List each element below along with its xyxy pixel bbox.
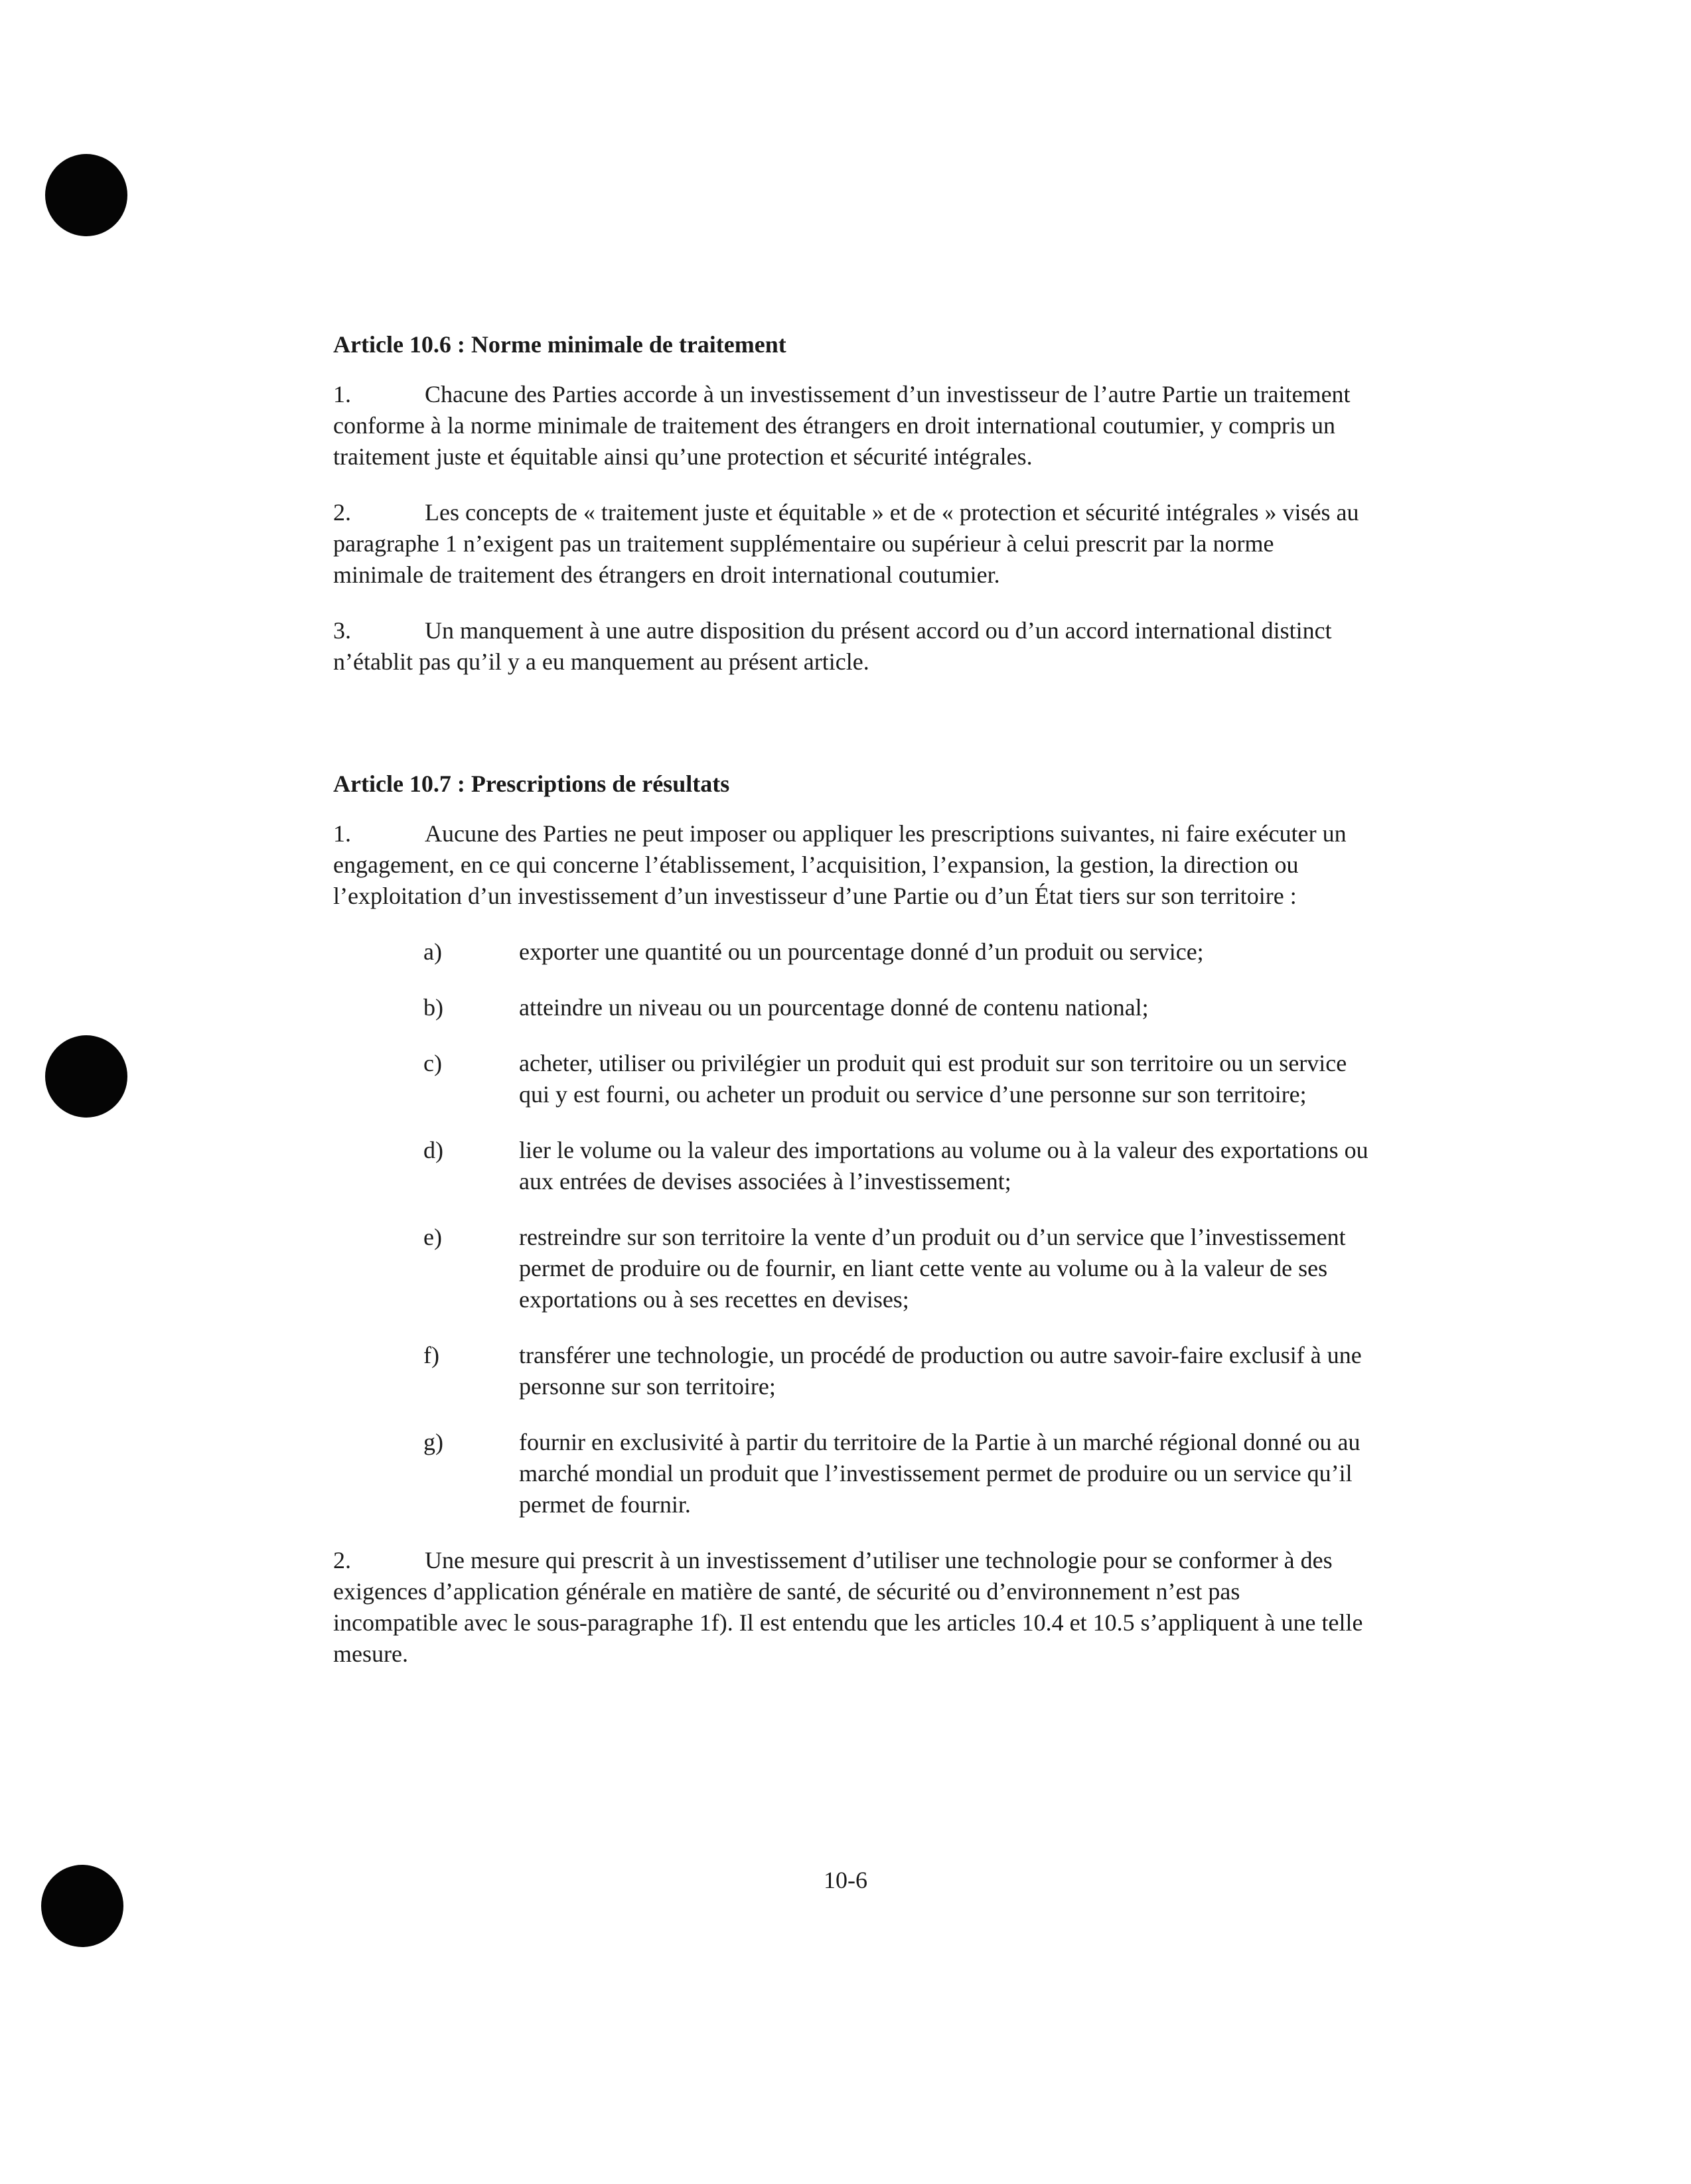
paragraph-text: Les concepts de « traitement juste et équitable » et de « protection et sécurité intégrales » visés au paragraphe 1 n’exigent pas un traitement supplémentaire ou supérieur à celui prescrit par la norme minimale de traitement des étrangers en droit international coutumier. <box>333 499 1359 588</box>
item-label: d) <box>423 1137 443 1163</box>
list-item-e <box>333 1222 1368 1315</box>
item-label: f) <box>423 1342 439 1368</box>
article-10-7-paragraph-2 <box>333 1545 1368 1670</box>
page-number: 10-6 <box>824 1867 867 1893</box>
list-item-c <box>333 1048 1368 1110</box>
list-item-g <box>333 1427 1368 1520</box>
article-spacer <box>333 702 1368 768</box>
paragraph-text: Aucune des Parties ne peut imposer ou appliquer les prescriptions suivantes, ni faire exécuter un engagement, en ce qui concerne l’établissement, l’acquisition, l’expansion, la gestion, la direction ou l’exploitation d’un investissement d’un investisseur d’une Partie ou d’un État tiers sur son territoire : <box>333 820 1347 909</box>
item-text: fournir en exclusivité à partir du territoire de la Partie à un marché régional donné ou au marché mondial un produit que l’investissement permet de produire ou un service qu’il permet de fournir. <box>519 1429 1360 1518</box>
item-label: e) <box>423 1224 442 1250</box>
list-item-b <box>333 992 1368 1023</box>
article-10-6-paragraph-1 <box>333 379 1368 473</box>
requirements-list <box>333 936 1368 1520</box>
list-item-d <box>333 1135 1368 1197</box>
paragraph-text: Chacune des Parties accorde à un investissement d’un investisseur de l’autre Partie un traitement conforme à la norme minimale de traitement des étrangers en droit international coutumier, y compris un traitement juste et équitable ainsi qu’une protection et sécurité intégrales. <box>333 381 1351 470</box>
paragraph-text: Un manquement à une autre disposition du présent accord ou d’un accord international distinct n’établit pas qu’il y a eu manquement au présent article. <box>333 617 1332 675</box>
article-10-7-paragraph-1 <box>333 818 1368 912</box>
paragraph-text: Une mesure qui prescrit à un investissement d’utiliser une technologie pour se conformer à des exigences d’application générale en matière de santé, de sécurité ou d’environnement n’est pas incompatible avec le sous-paragraphe 1f). Il est entendu que les articles 10.4 et 10.5 s’appliquent à une telle mesure. <box>333 1547 1363 1667</box>
paragraph-number: 1. <box>333 820 351 847</box>
punch-hole-top <box>45 154 127 236</box>
paragraph-number: 1. <box>333 381 351 407</box>
paragraph-number: 3. <box>333 617 351 644</box>
document-body <box>333 329 1368 1694</box>
item-label: c) <box>423 1050 442 1076</box>
item-text: acheter, utiliser ou privilégier un produit qui est produit sur son territoire ou un service qui y est fourni, ou acheter un produit ou service d’une personne sur son territoire; <box>519 1050 1347 1108</box>
item-label: g) <box>423 1429 443 1455</box>
article-10-7-heading: Article 10.7 : Prescriptions de résultats <box>333 770 730 797</box>
item-text: transférer une technologie, un procédé de production ou autre savoir-faire exclusif à une personne sur son territoire; <box>519 1342 1362 1400</box>
item-label: a) <box>423 938 442 965</box>
paragraph-number: 2. <box>333 499 351 526</box>
article-10-6-paragraph-3 <box>333 615 1368 678</box>
article-10-6-heading: Article 10.6 : Norme minimale de traitement <box>333 331 786 358</box>
item-text: lier le volume ou la valeur des importations au volume ou à la valeur des exportations ou aux entrées de devises associées à l’investissement; <box>519 1137 1368 1195</box>
punch-hole-middle <box>45 1035 127 1118</box>
item-label: b) <box>423 994 443 1021</box>
list-item-a <box>333 936 1368 968</box>
item-text: restreindre sur son territoire la vente d’un produit ou d’un service que l’investissement permet de produire ou de fournir, en liant cette vente au volume ou à la valeur de ses exportations ou à ses recettes en devises; <box>519 1224 1346 1313</box>
paragraph-number: 2. <box>333 1547 351 1573</box>
item-text: atteindre un niveau ou un pourcentage donné de contenu national; <box>519 994 1149 1021</box>
list-item-f <box>333 1340 1368 1402</box>
item-text: exporter une quantité ou un pourcentage donné d’un produit ou service; <box>519 938 1204 965</box>
article-10-6-paragraph-2 <box>333 497 1368 591</box>
